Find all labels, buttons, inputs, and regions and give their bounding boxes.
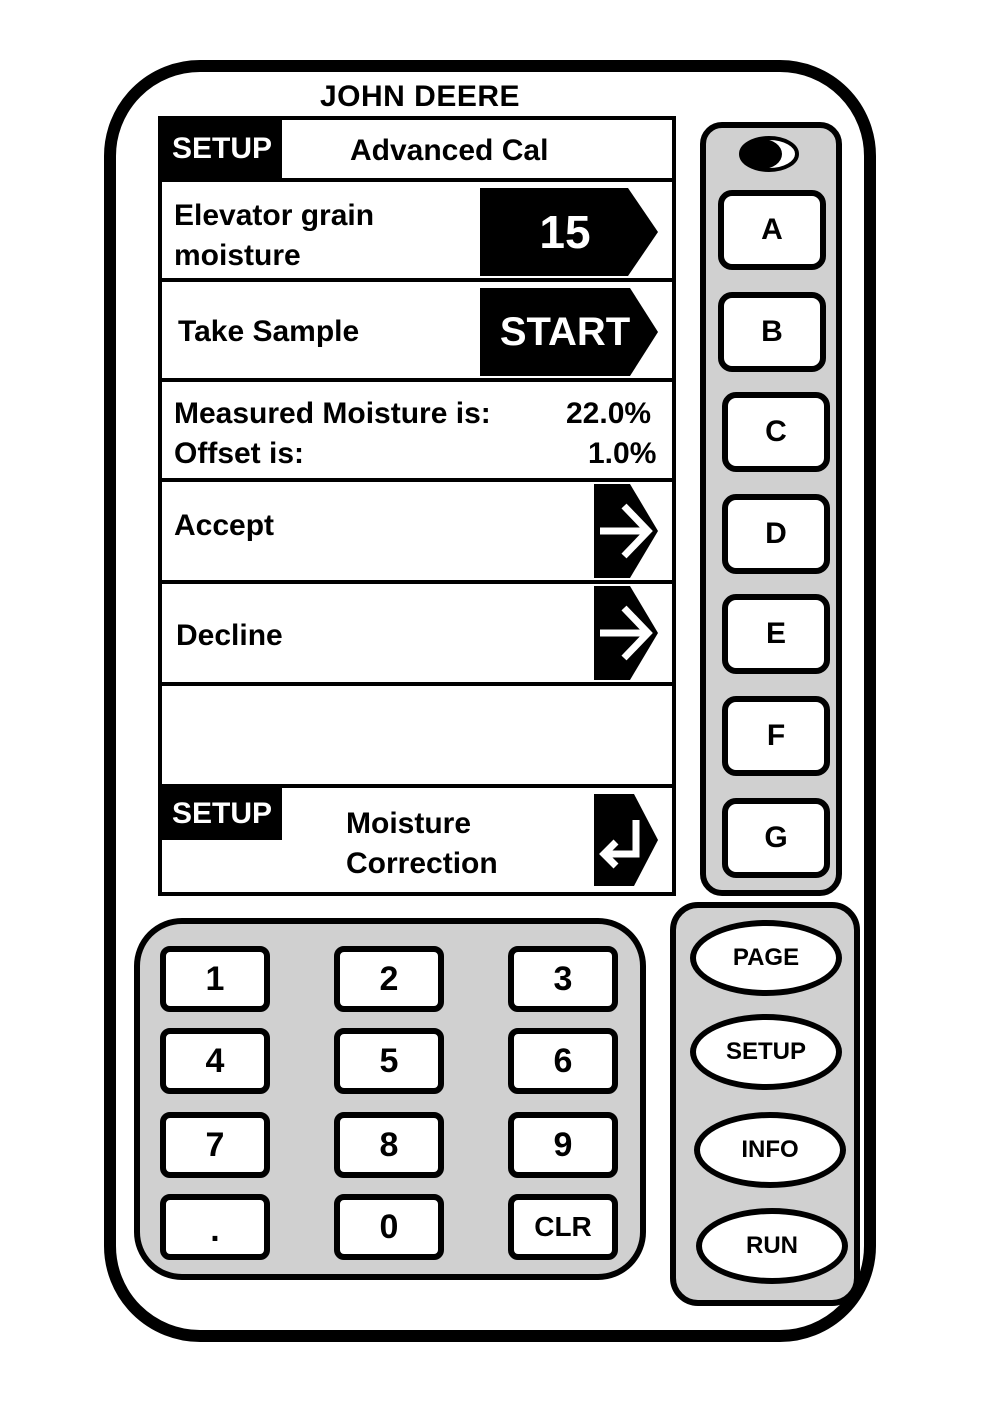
take-sample-row (162, 282, 672, 382)
key-5[interactable]: 5 (334, 1028, 444, 1094)
screen-header (162, 120, 672, 182)
decline-arrow-icon[interactable] (594, 586, 660, 680)
offset-label: Offset is: (174, 437, 305, 470)
decline-row[interactable] (162, 584, 672, 686)
elevator-moisture-value: 15 (539, 206, 591, 258)
elevator-moisture-row (162, 182, 672, 282)
measured-row (162, 382, 672, 482)
header-setup-tag: SETUP (162, 120, 282, 178)
softkey-a[interactable]: A (718, 190, 826, 270)
softkey-g[interactable]: G (722, 798, 830, 878)
footer-title-line2: Correction (346, 847, 498, 880)
accept-arrow-icon[interactable] (594, 484, 660, 578)
key-9[interactable]: 9 (508, 1112, 618, 1178)
softkey-d[interactable]: D (722, 494, 830, 574)
page-title: Advanced Cal (350, 134, 549, 167)
key-3[interactable]: 3 (508, 946, 618, 1012)
decline-label: Decline (176, 619, 283, 652)
elevator-moisture-label-line1: Elevator grain (174, 199, 375, 232)
key-0[interactable]: 0 (334, 1194, 444, 1260)
measured-moisture-label: Measured Moisture is: (174, 397, 491, 430)
start-button-label: START (499, 310, 631, 354)
key-7[interactable]: 7 (160, 1112, 270, 1178)
elevator-moisture-label-line2: moisture (174, 239, 301, 272)
display-screen (158, 116, 676, 896)
run-button[interactable]: RUN (696, 1208, 848, 1284)
screen-footer (162, 788, 672, 892)
start-button[interactable] (480, 288, 660, 376)
key-6[interactable]: 6 (508, 1028, 618, 1094)
key-decimal[interactable]: . (160, 1194, 270, 1260)
empty-row (162, 686, 672, 788)
setup-button[interactable]: SETUP (690, 1014, 842, 1090)
softkey-c[interactable]: C (722, 392, 830, 472)
softkey-f[interactable]: F (722, 696, 830, 776)
accept-label: Accept (174, 509, 275, 542)
key-2[interactable]: 2 (334, 946, 444, 1012)
key-1[interactable]: 1 (160, 946, 270, 1012)
return-arrow-icon[interactable] (594, 794, 660, 886)
page-button[interactable]: PAGE (690, 920, 842, 996)
ambient-light-sensor-icon (738, 134, 800, 174)
softkey-b[interactable]: B (718, 292, 826, 372)
elevator-moisture-value-button[interactable] (480, 188, 660, 276)
footer-title-line1: Moisture (346, 807, 472, 840)
brand-label: JOHN DEERE (319, 80, 521, 113)
measured-moisture-value: 22.0% (566, 397, 652, 430)
key-clear[interactable]: CLR (508, 1194, 618, 1260)
softkey-e[interactable]: E (722, 594, 830, 674)
offset-value: 1.0% (588, 437, 657, 470)
take-sample-label: Take Sample (178, 315, 360, 348)
key-8[interactable]: 8 (334, 1112, 444, 1178)
footer-setup-tag: SETUP (162, 788, 282, 840)
accept-row[interactable] (162, 482, 672, 584)
info-button[interactable]: INFO (694, 1112, 846, 1188)
key-4[interactable]: 4 (160, 1028, 270, 1094)
